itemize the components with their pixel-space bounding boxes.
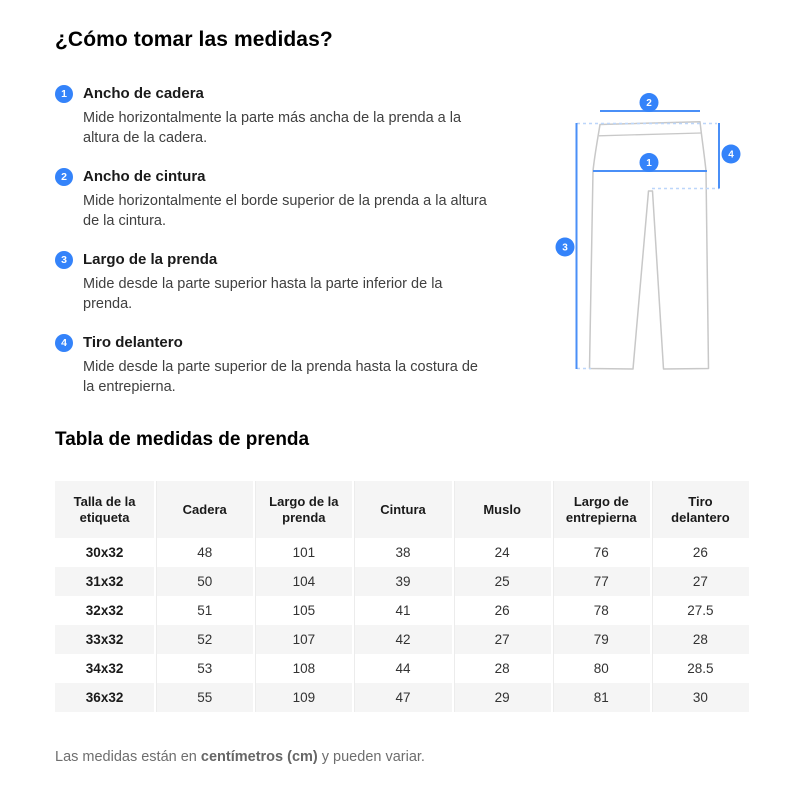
svg-text:4: 4 — [728, 149, 734, 161]
footer-prefix: Las medidas están en — [55, 749, 201, 765]
number-badge-1: 1 — [55, 85, 73, 103]
instruction-title: Ancho de cintura — [83, 168, 206, 185]
diagram-badge-3 — [556, 238, 575, 257]
table-row — [55, 596, 749, 625]
col-header-front-rise: Tiro delantero — [650, 481, 749, 538]
value-cell: 101 — [253, 538, 352, 567]
instruction-item-3 — [55, 250, 500, 314]
value-cell: 109 — [253, 683, 352, 712]
instruction-description: Mide horizontalmente la parte más ancha de la prenda a la altura de la cadera. — [83, 110, 462, 146]
size-cell: 33x32 — [55, 625, 154, 654]
number-badge-3: 3 — [55, 251, 73, 269]
size-cell: 32x32 — [85, 603, 124, 618]
value-cell: 28 — [650, 625, 749, 654]
diagram-badge-1 — [640, 153, 659, 172]
instruction-description: Mide desde la parte superior de la prenda hasta la costura de la entrepierna. — [83, 359, 478, 395]
table-row — [55, 654, 749, 683]
col-header-label-size: Talla de la etiqueta — [55, 481, 154, 538]
size-cell: 36x32 — [55, 683, 154, 712]
svg-text:2: 2 — [646, 98, 652, 109]
value-cell: 51 — [154, 596, 253, 625]
instruction-title: Tiro delantero — [83, 334, 183, 351]
instruction-description: Mide desde la parte superior hasta la parte inferior de la prenda. — [83, 276, 443, 312]
size-table — [55, 481, 749, 712]
value-cell: 38 — [352, 538, 451, 567]
col-header-inseam: Largo de entrepierna — [551, 481, 650, 538]
table-section-title: Tabla de medidas de prenda — [55, 429, 310, 450]
value-cell: 105 — [253, 596, 352, 625]
value-cell: 50 — [154, 567, 253, 596]
value-cell: 28.5 — [650, 654, 749, 683]
value-cell: 24 — [452, 538, 551, 567]
value-cell: 26 — [452, 596, 551, 625]
value-cell: 29 — [452, 683, 551, 712]
value-cell: 47 — [352, 683, 451, 712]
value-cell: 25 — [452, 567, 551, 596]
size-table-header — [55, 481, 749, 538]
value-cell: 76 — [551, 538, 650, 567]
col-header-waist: Cintura — [352, 481, 451, 538]
footer-unit: centímetros (cm) — [200, 749, 318, 765]
value-cell: 44 — [352, 654, 451, 683]
instruction-title: Largo de la prenda — [83, 251, 218, 268]
footer-suffix: y pueden variar. — [317, 749, 425, 765]
number-badge-2: 2 — [55, 168, 73, 186]
value-cell: 107 — [253, 625, 352, 654]
size-table-body — [55, 538, 749, 712]
diagram-badge-4 — [722, 145, 741, 164]
size-cell: 30x32 — [85, 545, 124, 560]
value-cell: 108 — [253, 654, 352, 683]
col-header-garment-length: Largo de la prenda — [253, 481, 352, 538]
value-cell: 27 — [650, 567, 749, 596]
value-cell: 55 — [154, 683, 253, 712]
table-row — [55, 683, 749, 712]
value-cell: 78 — [551, 596, 650, 625]
size-cell: 34x32 — [85, 661, 124, 676]
instruction-item-2 — [55, 167, 500, 231]
value-cell: 39 — [352, 567, 451, 596]
table-row — [55, 538, 749, 567]
value-cell: 28 — [452, 654, 551, 683]
value-cell: 79 — [551, 625, 650, 654]
pants-measurement-diagram — [540, 80, 770, 390]
measurement-instructions — [55, 84, 500, 416]
svg-text:3: 3 — [562, 242, 568, 254]
value-cell: 77 — [551, 567, 650, 596]
instruction-description: Mide horizontalmente el borde superior de la prenda a la altura de la cintura. — [83, 193, 487, 229]
instruction-item-4 — [55, 333, 500, 397]
units-footer-note — [55, 749, 425, 765]
value-cell: 27.5 — [650, 596, 749, 625]
value-cell: 42 — [352, 625, 451, 654]
value-cell: 53 — [154, 654, 253, 683]
value-cell: 52 — [154, 625, 253, 654]
instruction-title: Ancho de cadera — [83, 85, 204, 102]
table-header-row — [55, 481, 749, 538]
value-cell: 41 — [352, 596, 451, 625]
table-row — [55, 625, 749, 654]
col-header-hip: Cadera — [154, 481, 253, 538]
value-cell: 26 — [650, 538, 749, 567]
value-cell: 104 — [253, 567, 352, 596]
value-cell: 30 — [650, 683, 749, 712]
table-row — [55, 567, 749, 596]
diagram-badge-2 — [640, 93, 659, 112]
size-cell: 31x32 — [55, 567, 154, 596]
instruction-item-1 — [55, 84, 500, 148]
value-cell: 48 — [154, 538, 253, 567]
col-header-thigh: Muslo — [452, 481, 551, 538]
number-badge-4: 4 — [55, 334, 73, 352]
svg-text:1: 1 — [646, 158, 652, 169]
value-cell: 81 — [551, 683, 650, 712]
value-cell: 27 — [452, 625, 551, 654]
page-title: ¿Cómo tomar las medidas? — [55, 28, 333, 51]
value-cell: 80 — [551, 654, 650, 683]
